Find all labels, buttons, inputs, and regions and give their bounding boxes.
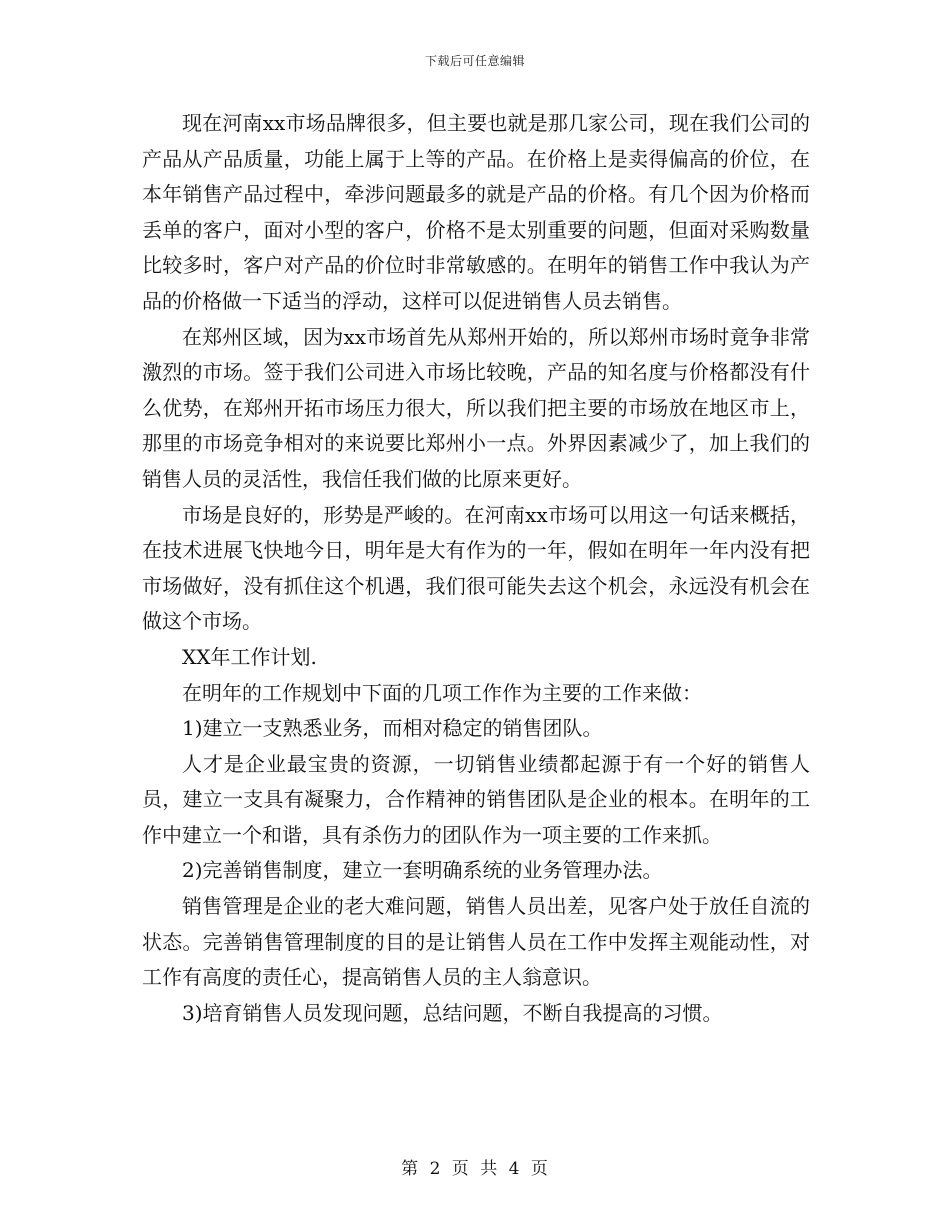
paragraph: 人才是企业最宝贵的资源，一切销售业绩都起源于有一个好的销售人员，建立一支具有凝聚力，合作精神的销售团队是企业的根本。在明年的工作中建立一个和谐，具有杀伤力的团队作为一项主要的工作来抓。 — [142, 751, 810, 847]
page-footer: 第 2 页 共 4 页 — [401, 1159, 549, 1179]
paragraph: 在郑州区域，因为xx市场首先从郑州开始的，所以郑州市场时竟争非常激烈的市场。签于我们公司进入市场比较晚，产品的知名度与价格都没有什么优势，在郑州开拓市场压力很大，所以我们把主要的市场放在地区市上，那里的市场竞争相对的来说要比郑州小一点。外界因素减少了，加上我们的销售人员的灵活性，我信任我们做的比原来更好。 — [142, 324, 810, 491]
list-item-heading: 2)完善销售制度，建立一套明确系统的业务管理办法。 — [182, 858, 663, 883]
list-item-heading: 3)培育销售人员发现问题，总结问题，不断自我提高的习惯。 — [182, 1000, 723, 1025]
section-heading: XX年工作计划. — [182, 644, 317, 669]
document-body — [142, 106, 810, 1031]
page-header: 下载后可任意编辑 — [424, 54, 525, 68]
list-item-heading: 1)建立一支熟悉业务，而相对稳定的销售团队。 — [182, 716, 603, 741]
paragraph: 现在河南xx市场品牌很多，但主要也就是那几家公司，现在我们公司的产品从产品质量，功能上属于上等的产品。在价格上是卖得偏高的价位，在本年销售产品过程中，牵涉问题最多的就是产品的价格。有几个因为价格而丢单的客户，面对小型的客户，价格不是太别重要的问题，但面对采购数量比较多时，客户对产品的价位时非常敏感的。在明年的销售工作中我认为产品的价格做一下适当的浮动，这样可以促进销售人员去销售。 — [142, 111, 810, 313]
paragraph: 市场是良好的，形势是严峻的。在河南xx市场可以用这一句话来概括，在技术进展飞快地今日，明年是大有作为的一年，假如在明年一年内没有把市场做好，没有抓住这个机遇，我们很可能失去这个机会，永远没有机会在做这个市场。 — [142, 502, 810, 634]
paragraph: 在明年的工作规划中下面的几项工作作为主要的工作来做： — [182, 680, 702, 705]
paragraph: 销售管理是企业的老大难问题，销售人员出差，见客户处于放任自流的状态。完善销售管理制度的目的是让销售人员在工作中发挥主观能动性，对工作有高度的责任心，提高销售人员的主人翁意识。 — [142, 894, 810, 990]
